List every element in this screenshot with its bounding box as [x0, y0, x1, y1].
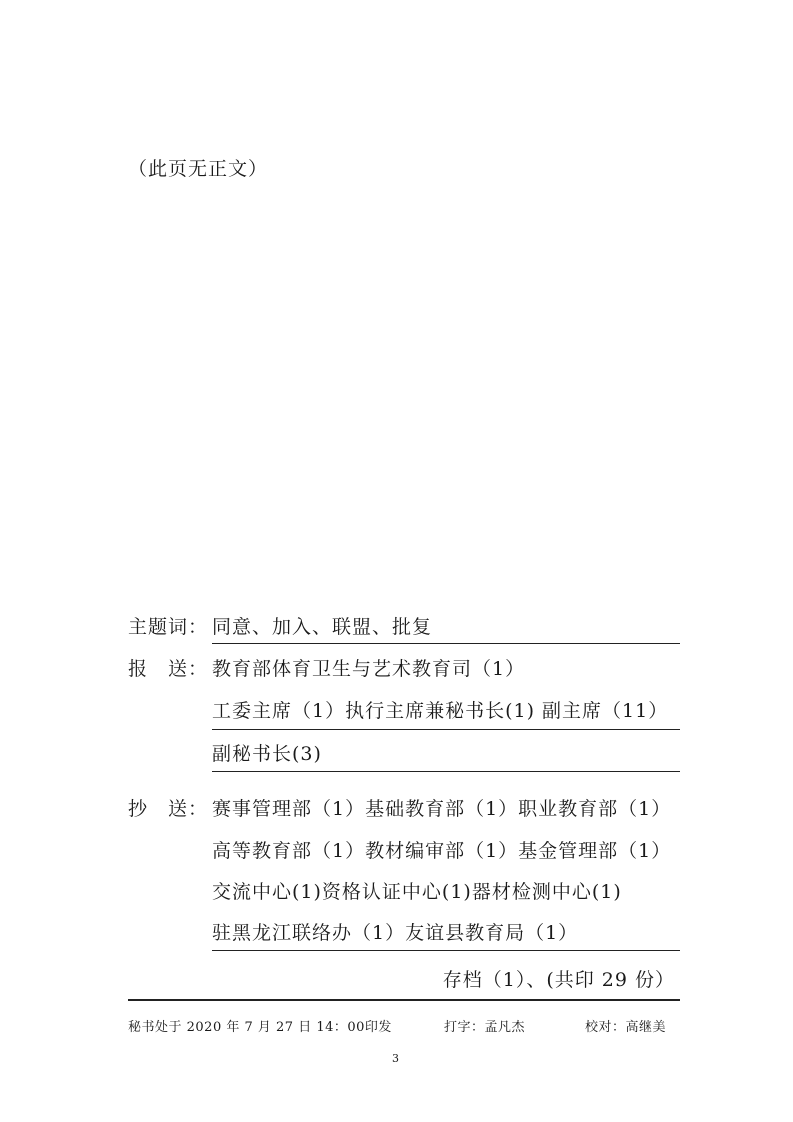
report-to-line: 教育部体育卫生与艺术教育司（1）	[212, 658, 526, 680]
footer-divider	[128, 999, 680, 1001]
report-to-line: 工委主席（1）执行主席兼秘书长(1) 副主席（11）	[212, 700, 669, 722]
issued-note: 秘书处于 2020 年 7 月 27 日 14：00印发	[128, 1020, 392, 1035]
report-to-underline	[212, 771, 680, 772]
keywords-underline	[212, 643, 680, 644]
report-to-divider	[212, 729, 680, 730]
archive-note: 存档（1）、(共印 29 份）	[442, 969, 675, 991]
keywords-text: 同意、加入、联盟、批复	[212, 616, 433, 638]
copy-to-underline	[212, 950, 680, 951]
copy-to-line: 交流中心(1)资格认证中心(1)器材检测中心(1)	[212, 881, 622, 903]
report-to-line: 副秘书长(3)	[212, 743, 322, 765]
report-to-label: 报 送：	[128, 658, 209, 680]
copy-to-line: 赛事管理部（1）基础教育部（1）职业教育部（1）	[212, 798, 672, 820]
proofreader-note: 校对：高继美	[585, 1020, 667, 1035]
typist-note: 打字：孟凡杰	[444, 1020, 526, 1035]
copy-to-label: 抄 送：	[128, 798, 209, 820]
copy-to-line: 高等教育部（1）教材编审部（1）基金管理部（1）	[212, 840, 672, 862]
no-body-note: （此页无正文）	[128, 158, 269, 180]
page-number: 3	[392, 1052, 399, 1065]
keywords-label: 主题词：	[128, 616, 209, 638]
copy-to-line: 驻黑龙江联络办（1）友谊县教育局（1）	[212, 922, 579, 944]
